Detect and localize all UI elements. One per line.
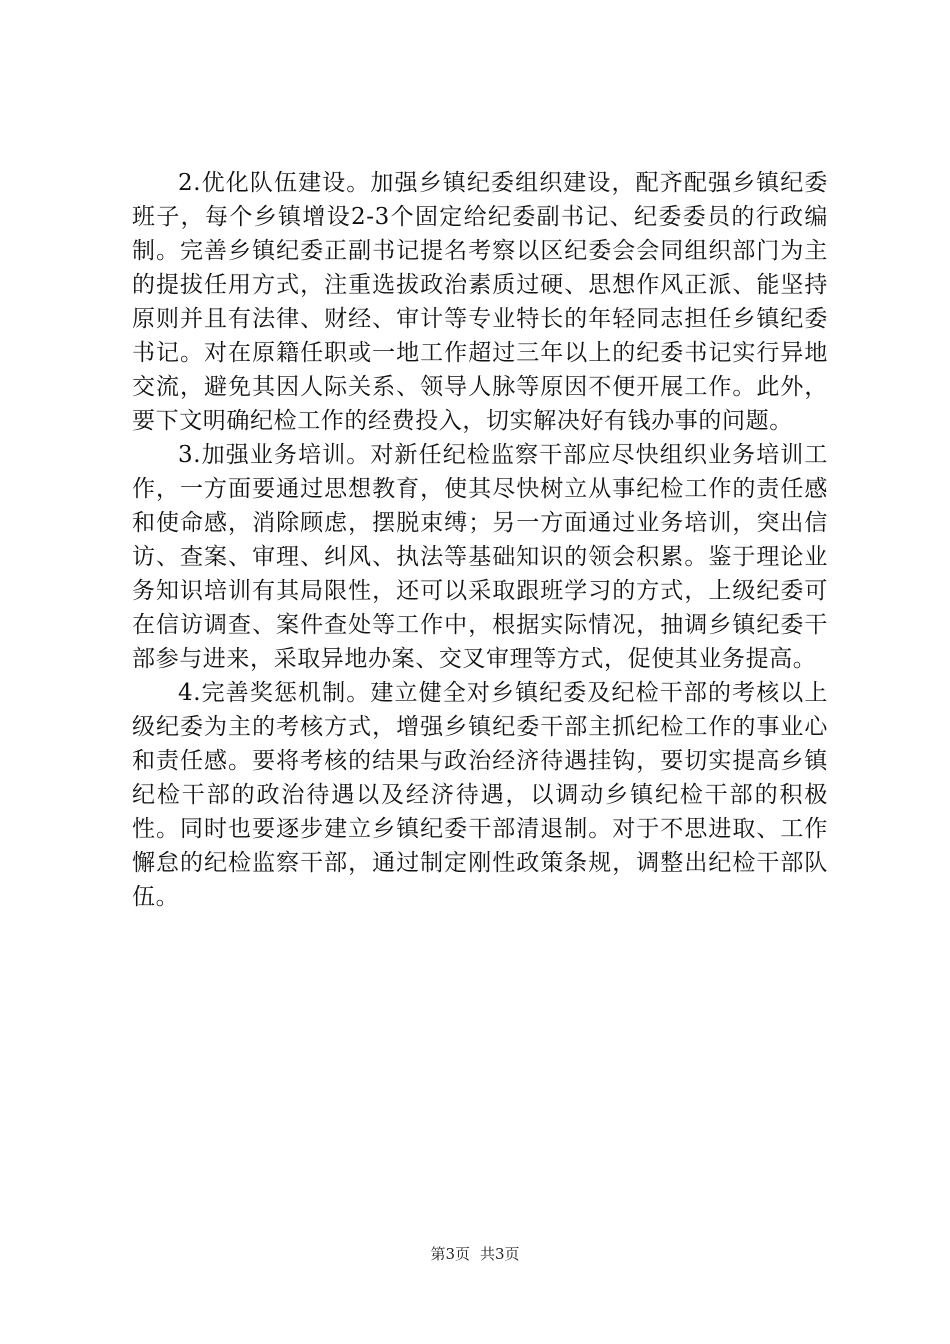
paragraph-strengthen-training: 3.加强业务培训。对新任纪检监察干部应尽快组织业务培训工作，一方面要通过思想教育，使其尽快树立从事纪检工作的责任感和使命感，消除顾虑，摆脱束缚；另一方面通过业务培训，突出信访、查案、审理、纠风、执法等基础知识的领会积累。鉴于理论业务知识培训有其局限性，还可以采取跟班学习的方式，上级纪委可在信访调查、案件查处等工作中，根据实际情况，抽调乡镇纪委干部参与进来，采取异地办案、交叉审理等方式，促使其业务提高。 xyxy=(132,442,828,672)
paragraph-optimize-team: 2.优化队伍建设。加强乡镇纪委组织建设，配齐配强乡镇纪委班子，每个乡镇增设2-3个固定给纪委副书记、纪委委员的行政编制。完善乡镇纪委正副书记提名考察以区纪委会会同组织部门为主的提拔任用方式，注重选拔政治素质过硬、思想作风正派、能坚持原则并且有法律、财经、审计等专业特长的年轻同志担任乡镇纪委书记。对在原籍任职或一地工作超过三年以上的纪委书记实行异地交流，避免其因人际关系、领导人脉等原因不便开展工作。此外，要下文明确纪检工作的经费投入，切实解决好有钱办事的问题。 xyxy=(132,170,828,434)
page-number: 第3页 xyxy=(430,1245,470,1263)
document-body xyxy=(132,166,828,914)
paragraph-reward-punishment: 4.完善奖惩机制。建立健全对乡镇纪委及纪检干部的考核以上级纪委为主的考核方式，增强乡镇纪委干部主抓纪检工作的事业心和责任感。要将考核的结果与政治经济待遇挂钩，要切实提高乡镇纪检干部的政治待遇以及经济待遇，以调动乡镇纪检干部的积极性。同时也要逐步建立乡镇纪委干部清退制。对于不思进取、工作懈怠的纪检监察干部，通过制定刚性政策条规，调整出纪检干部队伍。 xyxy=(132,680,828,910)
page-footer xyxy=(0,1244,950,1264)
page-total: 共3页 xyxy=(480,1245,520,1263)
